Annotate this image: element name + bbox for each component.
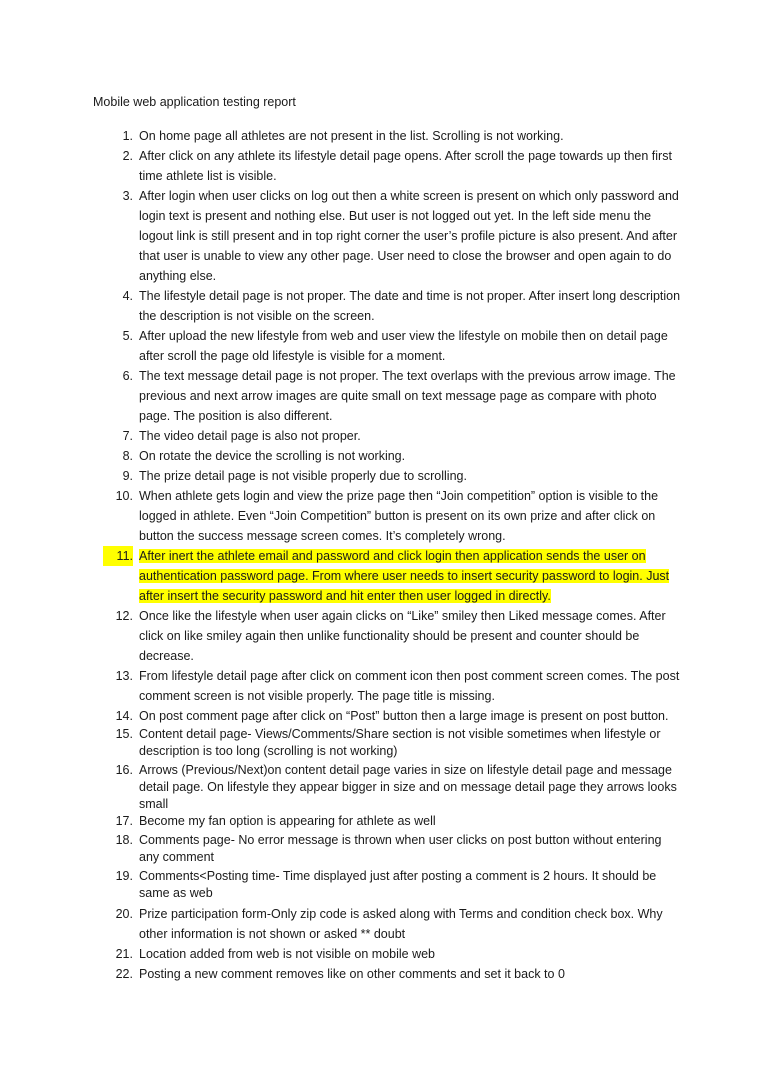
list-item-number: 21. [115, 947, 133, 961]
list-item-number: 11. [103, 546, 133, 566]
list-item-number: 7. [122, 429, 133, 443]
list-item-number: 5. [122, 329, 133, 343]
list-item-text: Become my fan option is appearing for athlete as well [139, 814, 436, 828]
list-item-text: Arrows (Previous/Next)on content detail page varies in size on lifestyle detail page and message detail page. On lifestyle they appear bigger in size and on message detail page they arrows looks small [139, 763, 677, 811]
list-item [103, 146, 683, 186]
list-item [103, 486, 683, 546]
list-item [103, 606, 683, 666]
list-item-text: Location added from web is not visible on mobile web [139, 947, 436, 961]
list-item [103, 366, 683, 426]
list-item-text: After login when user clicks on log out then a white screen is present on which only password and login text is present and nothing else. But user is not logged out yet. In the left side menu the logout link is still present and in top right corner the user’s profile picture is also present. And after that user is unable to view any other page. User need to close the browser and open again to do anything else. [139, 189, 679, 283]
list-item [103, 813, 683, 830]
list-item [103, 546, 683, 606]
list-item [103, 426, 683, 446]
list-item-number: 20. [115, 907, 133, 921]
list-item [103, 966, 683, 983]
list-item [103, 466, 683, 486]
list-item-number: 4. [122, 289, 133, 303]
list-item [103, 706, 683, 726]
list-item-text: Once like the lifestyle when user again clicks on “Like” smiley then Liked message comes. After click on like smiley again then unlike functionality should be present and counter should be decrease. [139, 609, 666, 663]
list-item-text: On home page all athletes are not present in the list. Scrolling is not working. [139, 129, 564, 143]
list-item [103, 868, 683, 902]
list-item [103, 666, 683, 706]
list-item-text: Posting a new comment removes like on other comments and set it back to 0 [139, 967, 565, 981]
list-item-text: The video detail page is also not proper. [139, 429, 361, 443]
issue-list [103, 126, 683, 983]
list-item [103, 726, 683, 760]
list-item-number: 10. [115, 489, 133, 503]
document-title: Mobile web application testing report [93, 95, 296, 109]
list-item [103, 904, 683, 944]
list-item-text: Content detail page- Views/Comments/Share section is not visible sometimes when lifestyle or description is too long (scrolling is not working) [139, 727, 661, 758]
list-item-text: From lifestyle detail page after click on comment icon then post comment screen comes. The post comment screen is not visible properly. The page title is missing. [139, 669, 680, 703]
list-item-number: 12. [115, 609, 133, 623]
list-item-number: 18. [115, 833, 133, 847]
list-item-text: On rotate the device the scrolling is not working. [139, 449, 406, 463]
list-item-text: Comments<Posting time- Time displayed just after posting a comment is 2 hours. It should be same as web [139, 869, 657, 900]
list-item-number: 3. [122, 189, 133, 203]
list-item-number: 22. [115, 967, 133, 981]
list-item-text: On post comment page after click on “Post” button then a large image is present on post button. [139, 709, 669, 723]
list-item [103, 186, 683, 286]
list-item-text: The text message detail page is not proper. The text overlaps with the previous arrow image. The previous and next arrow images are quite small on text message page as compare with photo page. The position is also different. [139, 369, 676, 423]
list-item-number: 8. [122, 449, 133, 463]
list-item-number: 15. [115, 727, 133, 741]
list-item [103, 286, 683, 326]
list-item-number: 19. [115, 869, 133, 883]
list-item [103, 446, 683, 466]
list-item-text: After click on any athlete its lifestyle detail page opens. After scroll the page towards up then first time athlete list is visible. [139, 149, 672, 183]
list-item [103, 832, 683, 866]
list-item-text: The prize detail page is not visible properly due to scrolling. [139, 469, 467, 483]
list-item-number: 17. [115, 814, 133, 828]
list-item [103, 762, 683, 813]
list-item-number: 14. [115, 709, 133, 723]
list-item-number: 1. [122, 129, 133, 143]
list-item-text: Prize participation form-Only zip code is asked along with Terms and condition check box. Why other information is not shown or asked ** doubt [139, 907, 663, 941]
list-item-text [139, 546, 683, 606]
list-item [103, 944, 683, 964]
list-item-text: The lifestyle detail page is not proper. The date and time is not proper. After insert long description the description is not visible on the screen. [139, 289, 681, 323]
list-item-number: 6. [122, 369, 133, 383]
highlighted-text: After inert the athlete email and password and click login then application sends the user on authentication password page. From where user needs to insert security password to login. Just after insert the security password and hit enter then user logged in directly. [139, 549, 670, 603]
list-item-number: 16. [115, 763, 133, 777]
list-item-text: When athlete gets login and view the prize page then “Join competition” option is visible to the logged in athlete. Even “Join Competition” button is present on its own prize and after click on button the success message screen comes. It’s completely wrong. [139, 489, 659, 543]
list-item-text: Comments page- No error message is thrown when user clicks on post button without entering any comment [139, 833, 662, 864]
list-item [103, 326, 683, 366]
list-item-number: 2. [122, 149, 133, 163]
list-item [103, 126, 683, 146]
list-item-number: 9. [122, 469, 133, 483]
list-item-text: After upload the new lifestyle from web and user view the lifestyle on mobile then on detail page after scroll the page old lifestyle is visible for a moment. [139, 329, 668, 363]
list-item-number: 13. [115, 669, 133, 683]
